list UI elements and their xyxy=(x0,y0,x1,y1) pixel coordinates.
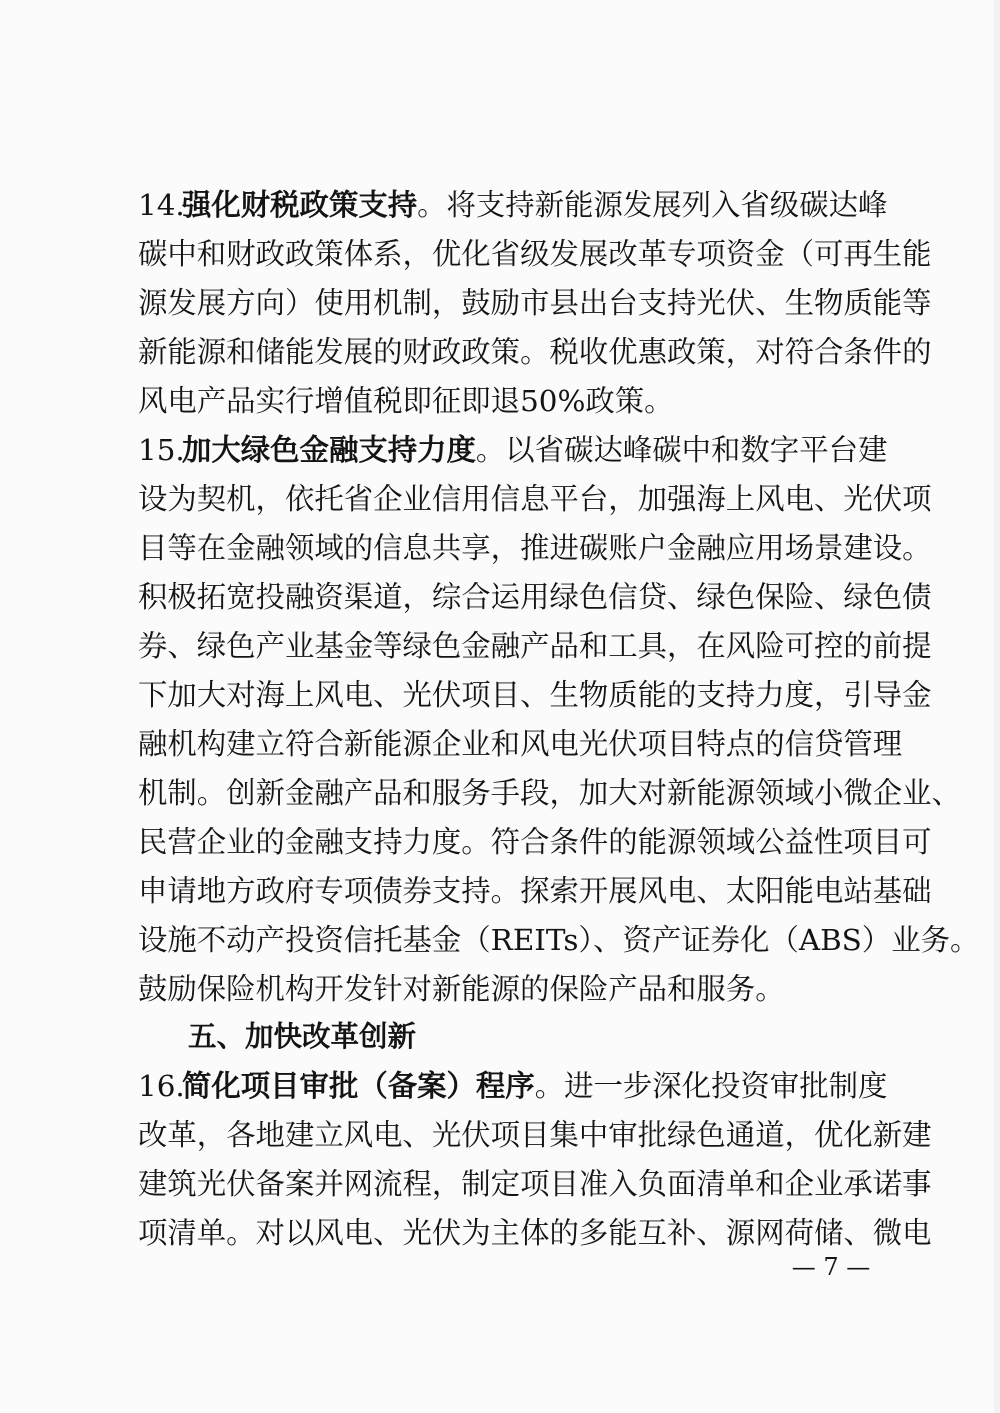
section-15-line-9: 民营企业的金融支持力度。符合条件的能源领域公益性项目可 xyxy=(138,825,932,859)
chapter-heading: 五、加快改革创新 xyxy=(188,1020,417,1053)
section-14-title: 强化财税政策支持 xyxy=(182,187,418,222)
section-14-line-2: 碳中和财政政策体系，优化省级发展改革专项资金（可再生能 xyxy=(138,237,932,271)
section-15-line-6: 下加大对海上风电、光伏项目、生物质能的支持力度，引导金 xyxy=(138,678,932,712)
section-15-text: 。以省碳达峰碳中和数字平台建 xyxy=(475,433,888,467)
section-16-title: 简化项目审批（备案）程序 xyxy=(182,1068,535,1103)
section-15-line-1 xyxy=(138,432,888,468)
section-14-line-1 xyxy=(138,187,888,223)
section-14-line-5: 风电产品实行增值税即征即退50%政策。 xyxy=(138,384,674,418)
section-15-line-4: 积极拓宽投融资渠道，综合运用绿色信贷、绿色保险、绿色债 xyxy=(138,580,932,614)
section-15-line-10: 申请地方政府专项债券支持。探索开展风电、太阳能电站基础 xyxy=(138,874,932,908)
section-14-number: 14. xyxy=(138,188,185,222)
section-15-title: 加大绿色金融支持力度 xyxy=(182,432,476,467)
page-edge-shadow xyxy=(994,0,1000,1413)
section-15-line-5: 券、绿色产业基金等绿色金融产品和工具，在风险可控的前提 xyxy=(138,629,932,663)
section-16-line-3: 建筑光伏备案并网流程，制定项目准入负面清单和企业承诺事 xyxy=(138,1167,932,1201)
section-16-line-4: 项清单。对以风电、光伏为主体的多能互补、源网荷储、微电 xyxy=(138,1216,932,1250)
section-15-line-8: 机制。创新金融产品和服务手段，加大对新能源领域小微企业、 xyxy=(138,776,961,810)
section-16-number: 16. xyxy=(138,1069,185,1103)
section-16-line-1 xyxy=(138,1068,888,1104)
section-15-line-7: 融机构建立符合新能源企业和风电光伏项目特点的信贷管理 xyxy=(138,727,903,761)
section-16-text: 。进一步深化投资审批制度 xyxy=(534,1069,888,1103)
section-15-line-3: 目等在金融领域的信息共享，推进碳账户金融应用场景建设。 xyxy=(138,531,932,565)
section-14-text: 。将支持新能源发展列入省级碳达峰 xyxy=(417,188,888,222)
section-14-line-3: 源发展方向）使用机制，鼓励市县出台支持光伏、生物质能等 xyxy=(138,286,932,320)
page-number: — 7 — xyxy=(791,1253,871,1281)
section-14-line-4: 新能源和储能发展的财政政策。税收优惠政策，对符合条件的 xyxy=(138,335,932,369)
section-15-line-12: 鼓励保险机构开发针对新能源的保险产品和服务。 xyxy=(138,972,785,1006)
section-16-line-2: 改革，各地建立风电、光伏项目集中审批绿色通道，优化新建 xyxy=(138,1118,932,1152)
section-15-line-2: 设为契机，依托省企业信用信息平台，加强海上风电、光伏项 xyxy=(138,482,932,516)
section-15-number: 15. xyxy=(138,433,185,467)
section-15-line-11: 设施不动产投资信托基金（REITs）、资产证券化（ABS）业务。 xyxy=(138,923,980,957)
